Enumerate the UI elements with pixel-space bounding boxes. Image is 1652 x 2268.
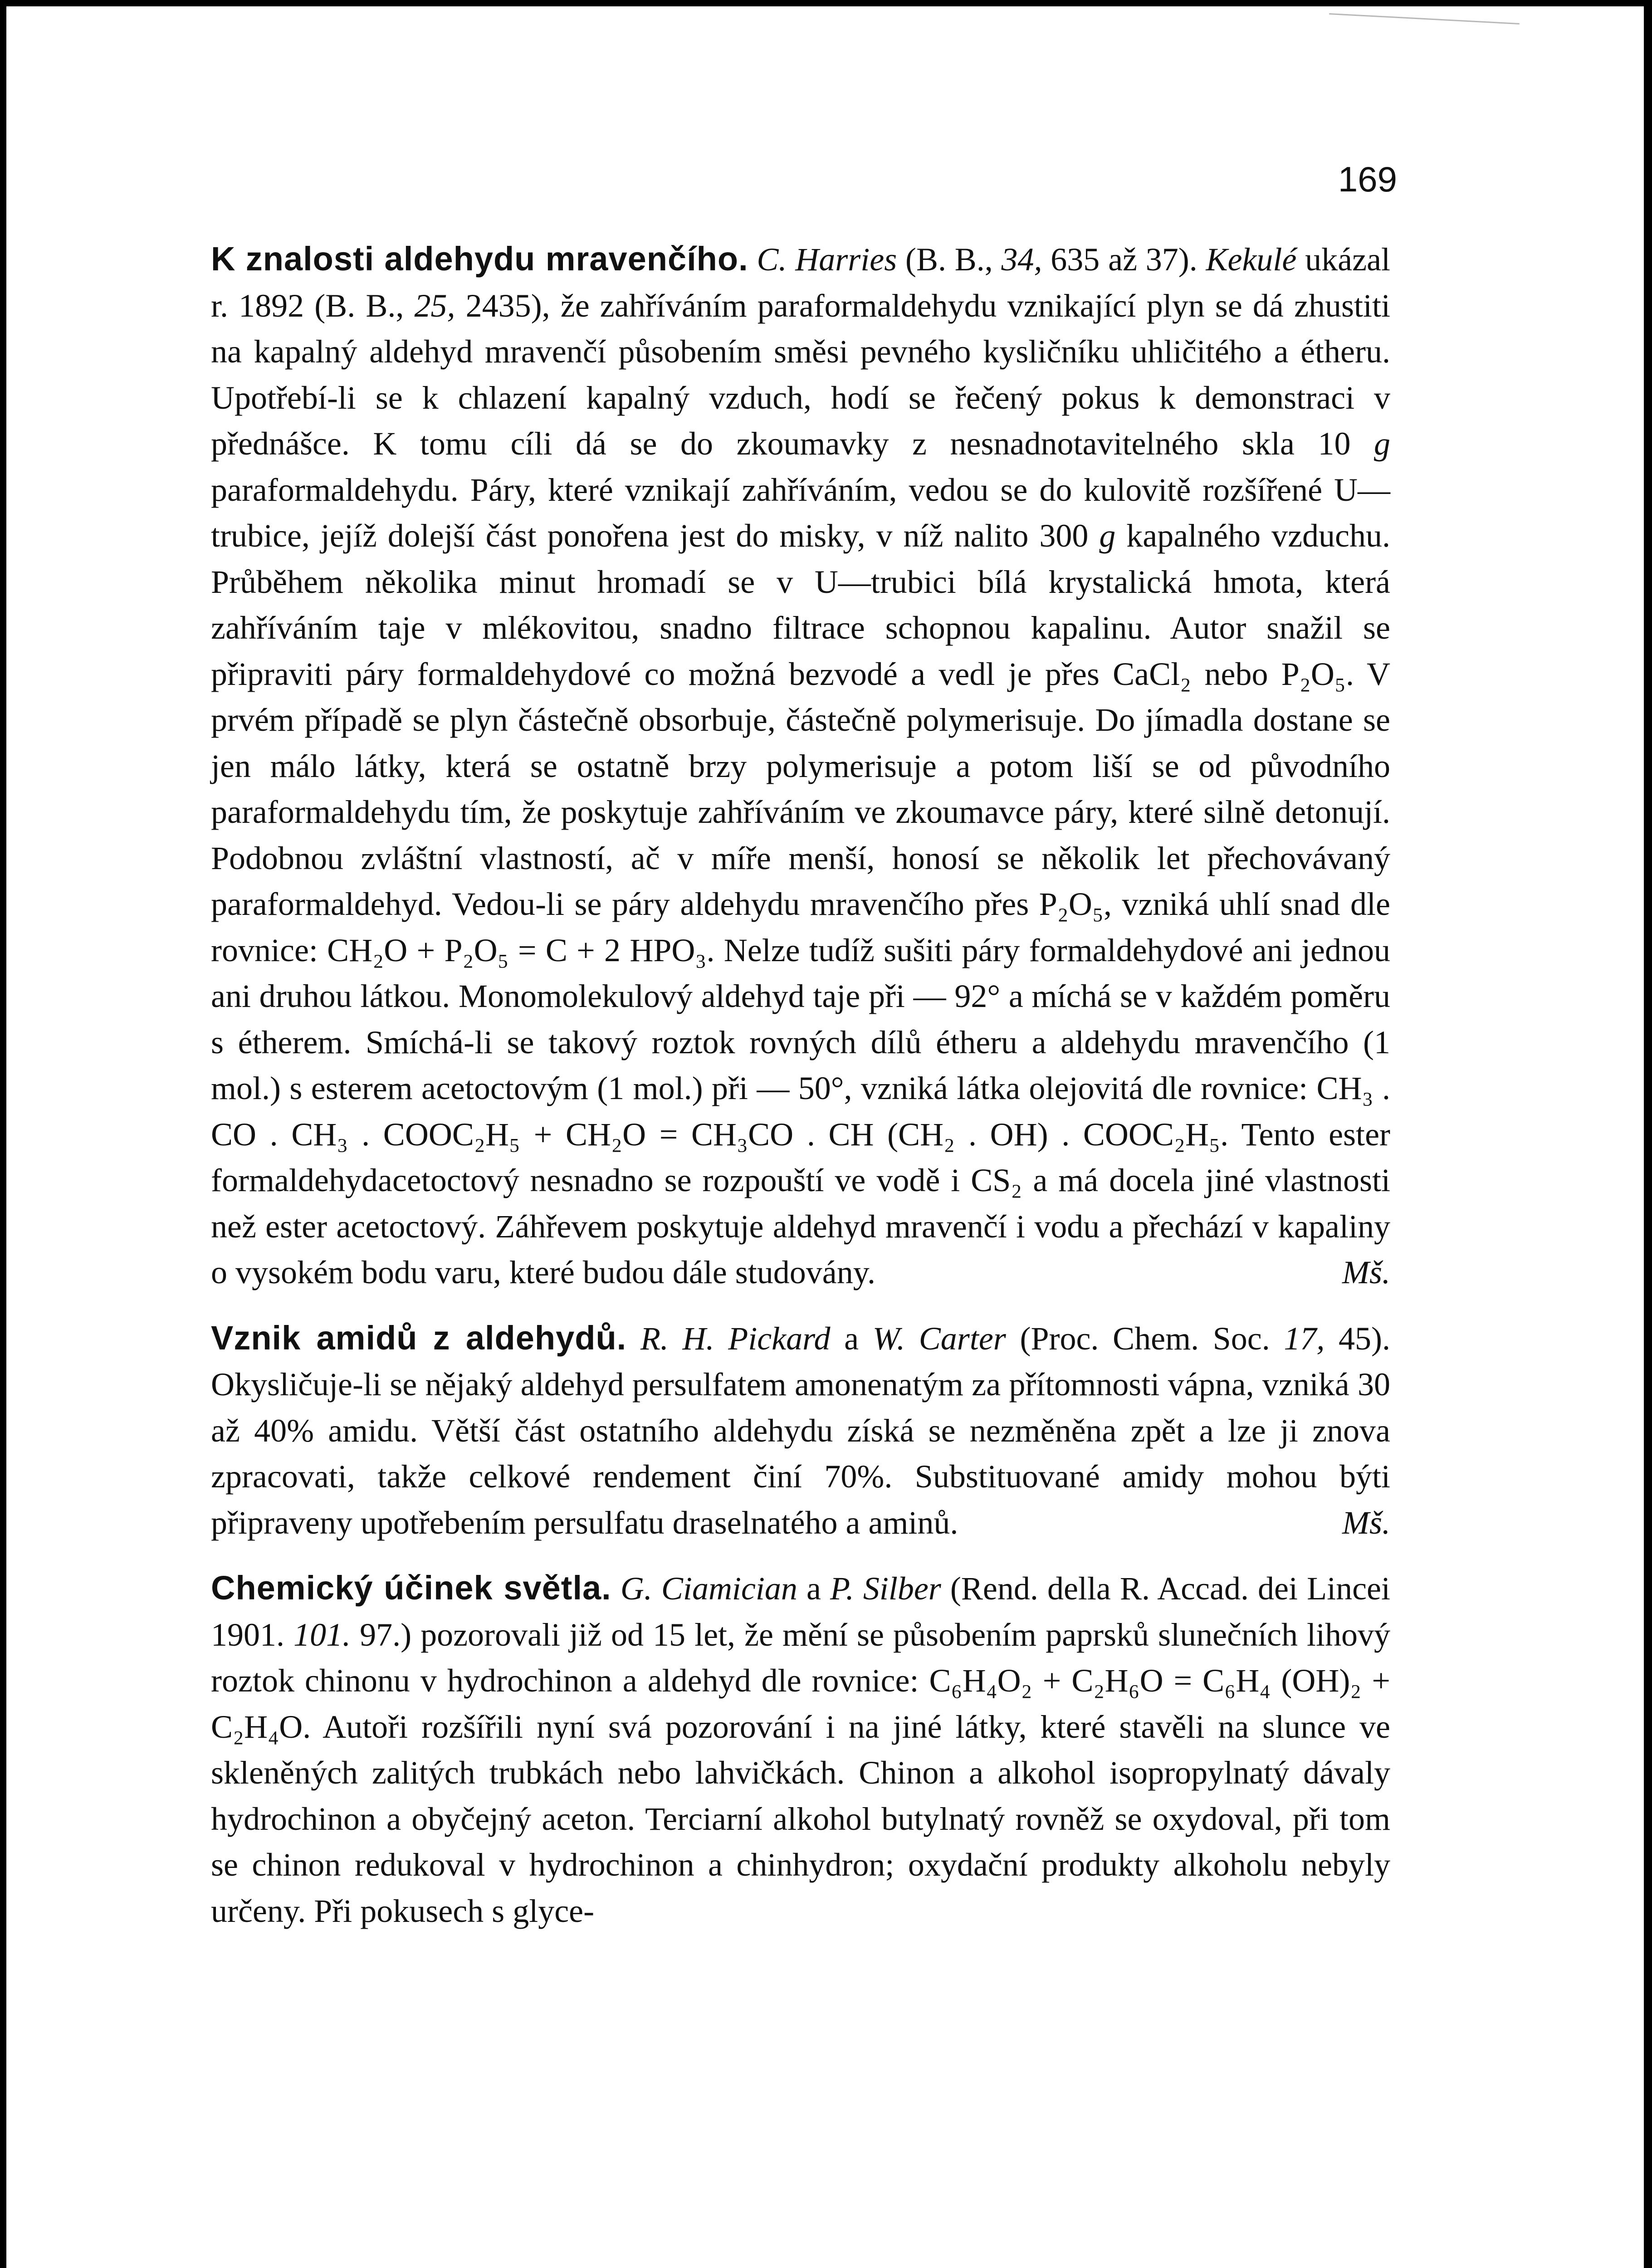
page-number: 169 [1338, 159, 1397, 199]
entry-volume: 17, [1284, 1320, 1325, 1357]
entry-author-secondary: Kekulé [1206, 241, 1297, 278]
entry-volume: 101. [293, 1616, 351, 1653]
entry-unit: g [1374, 425, 1390, 462]
entry-paragraph [211, 1315, 1390, 1546]
entry-light [211, 1565, 1390, 1934]
scan-border-right [1644, 0, 1652, 2268]
entry-formaldehyde [211, 236, 1390, 1296]
entry-heading: K znalosti aldehydu mravenčího. [211, 240, 748, 278]
entry-body: 2435), že zahříváním paraformaldehydu vznikající plyn se dá zhustiti na kapalný aldehyd mravenčí působením směsi pevného kysličníku uhličitého a étheru. Upotřebí-li se k chlazení kapalný vzduch, hodí se řečený pokus k demonstraci v přednášce. K tomu cíli dá se do zkoumavky z nesnadnotavitelného skla 10 [211, 287, 1390, 462]
entry-body-continued: paraformaldehydu. Páry, které vznikají zahříváním, vedou se do kulovitě rozšířené U—trubice, jejíž dolejší část ponořena jest do misky, v níž nalito 300 [211, 471, 1390, 554]
entry-paragraph [211, 236, 1390, 1296]
article-column [211, 236, 1390, 1953]
entry-conjunction: a [797, 1570, 831, 1607]
entry-reference: (Rend. della R. Accad. dei Lincei 1901. [211, 1570, 1391, 1653]
entry-author: C. Harries [757, 241, 897, 278]
entry-author: G. Ciamician [620, 1570, 797, 1607]
entry-amides [211, 1315, 1390, 1546]
entry-signature: Mš. [1342, 1504, 1390, 1541]
entry-volume: 34, [1001, 241, 1042, 278]
entry-volume-secondary: 25, [414, 287, 455, 324]
entry-body: 97.) pozorovali již od 15 let, že mění se působením paprsků slunečních lihový roztok chinonu v hydrochinon a aldehyd dle rovnice: C₆H₄O₂ + C₂H₆O = C₆H₄ (OH)₂ + C₂H₄O. Autoři rozšířili nyní svá pozorování i na jiné látky, které stavěli na slunce ve skleněných zalitých trubkách nebo lahvičkách. Chinon a alkohol isopropylnatý dávaly hydrochinon a obyčejný aceton. Terciarní alkohol butylnatý rovněž se oxydoval, při tom se chinon redukoval v hydrochinon a chinhydron; oxydační produkty alkoholu nebyly určeny. Při pokusech s glyce- [211, 1616, 1391, 1929]
entry-author-secondary: W. Carter [872, 1320, 1006, 1357]
entry-signature: Mš. [1342, 1254, 1390, 1290]
entry-heading: Chemický účinek světla. [211, 1569, 611, 1607]
entry-author-secondary: P. Silber [830, 1570, 941, 1607]
entry-unit: g [1099, 518, 1116, 554]
entry-paragraph [211, 1565, 1390, 1934]
entry-text: ukázal r. 1892 (B. B., [211, 241, 1391, 324]
entry-body-continued: kapalného vzduchu. Průběhem několika minut hromadí se v U—trubici bílá krystalická hmota, která zahříváním taje v mlékovitou, snadno filtrace schopnou kapalinu. Autor snažil se připraviti páry formaldehydové co možná bezvodé a vedl je přes CaCl₂ nebo P₂O₅. V prvém případě se plyn částečně obsorbuje, částečně polymerisuje. Do jímadla dostane se jen málo látky, která se ostatně brzy polymerisuje a potom liší se od původního paraformaldehydu tím, že poskytuje zahříváním ve zkoumavce páry, které silně detonují. Podobnou zvláštní vlastností, ač v míře menší, honosí se několik let přechovávaný paraformaldehyd. Vedou-li se páry aldehydu mravenčího přes P₂O₅, vzniká uhlí snad dle rovnice: CH₂O + P₂O₅ = C + 2 HPO₃. Nelze tudíž sušiti páry formaldehydové ani jednou ani druhou látkou. Monomolekulový aldehyd taje při — 92° a míchá se v každém poměru s étherem. Smíchá-li se takový roztok rovných dílů étheru a aldehydu mravenčího (1 mol.) s esterem acetoctovým (1 mol.) při — 50°, vzniká látka olejovitá dle rovnice: CH₃ . CO . CH₃ . COOC₂H₅ + CH₂O = CH₃CO . CH (CH₂ . OH) . COOC₂H₅. Tento ester formaldehydacetoctový nesnadno se rozpouští ve vodě i CS₂ a má docela jiné vlastnosti než ester acetoctový. Záhřevem poskytuje aldehyd mravenčí i vodu a přechází v kapaliny o vysokém bodu varu, které budou dále studovány. [211, 518, 1391, 1290]
entry-reference-end: 635 až 37). [1042, 241, 1206, 278]
entry-author: R. H. Pickard [640, 1320, 831, 1357]
scan-mark [1329, 13, 1520, 24]
entry-reference: (Proc. Chem. Soc. [1006, 1320, 1284, 1357]
entry-heading: Vznik amidů z aldehydů. [211, 1319, 627, 1357]
entry-conjunction: a [830, 1320, 873, 1357]
entry-reference: (B. B., [897, 241, 1002, 278]
entry-body: 45). Okysličuje-li se nějaký aldehyd persulfatem amonenatým za přítomnosti vápna, vzniká 30 až 40% amidu. Větší část ostatního aldehydu získá se nezměněna zpět a lze ji znova zpracovati, takže celkové rendement činí 70%. Substituované amidy mohou býti připraveny upotřebením persulfatu draselnatého a aminů. [211, 1320, 1391, 1541]
